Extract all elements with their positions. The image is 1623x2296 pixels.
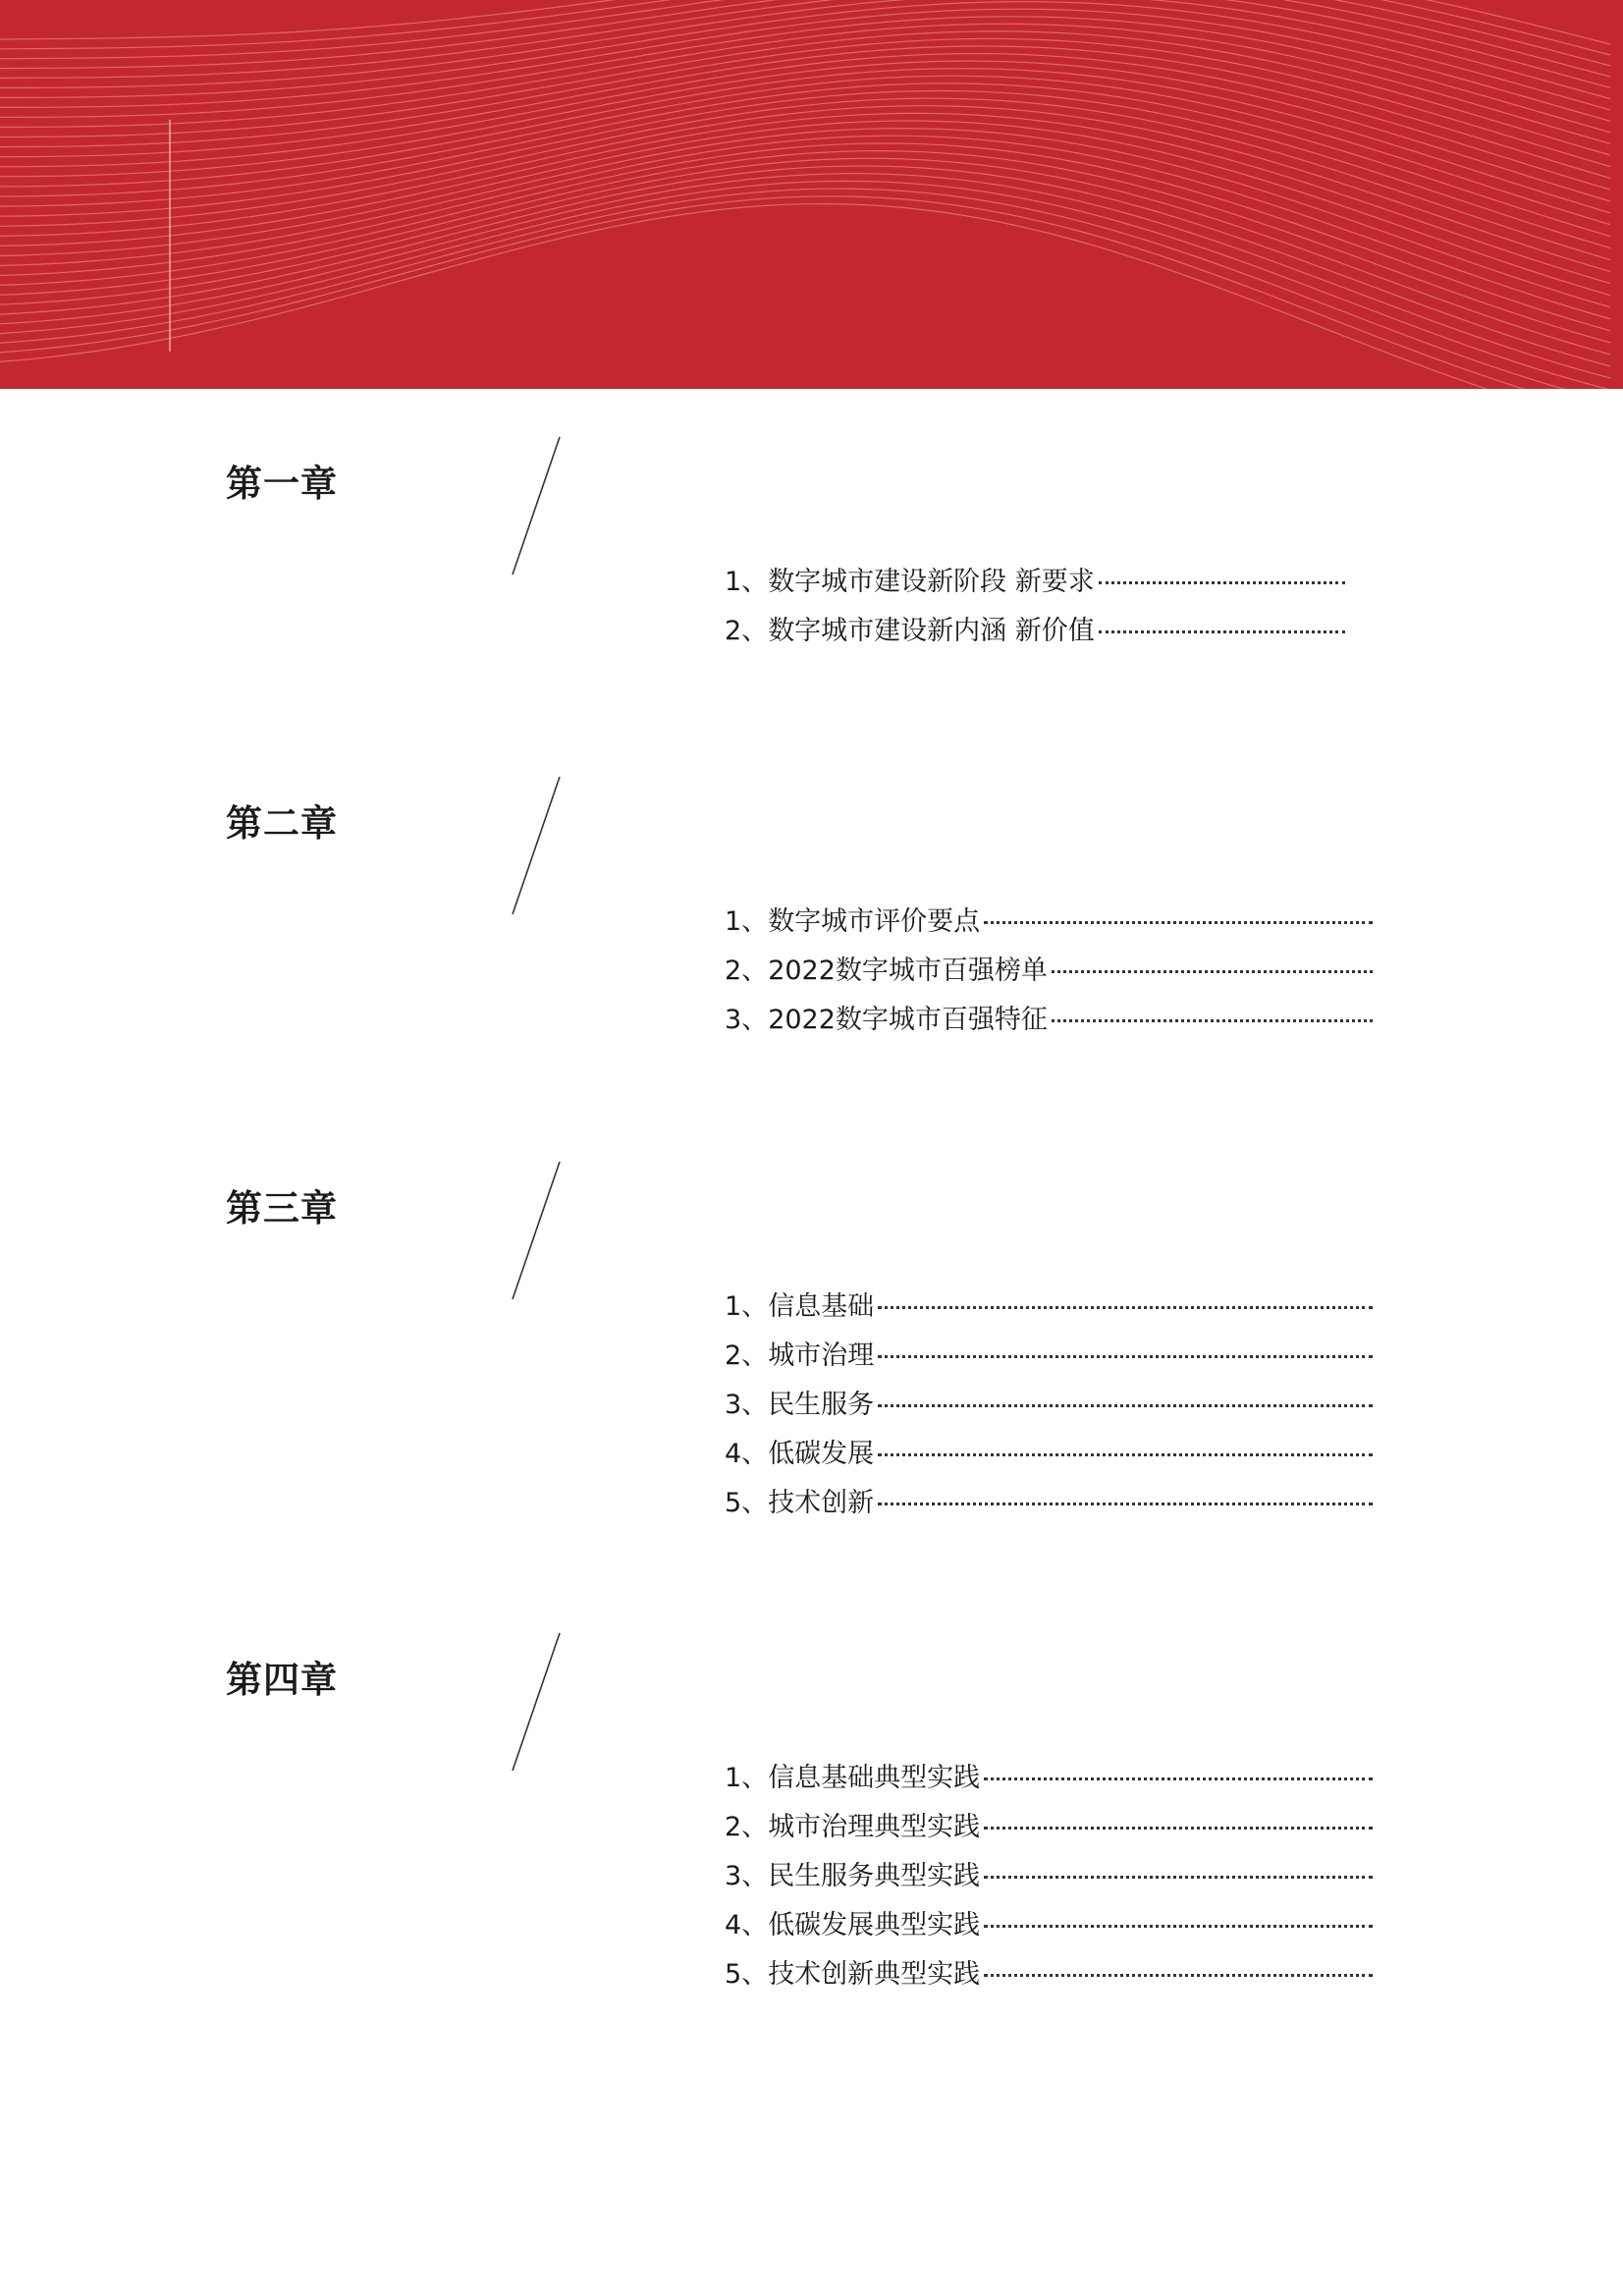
toc-item-title: 低碳发展 <box>768 1439 875 1469</box>
toc-item-title: 城市治理 <box>768 1340 875 1371</box>
toc-item-title: 民生服务 <box>768 1390 875 1420</box>
chapter-title: 第一章 <box>226 463 338 505</box>
toc-item-number: 4、 <box>725 1439 769 1469</box>
toc-item[interactable] <box>725 900 1373 949</box>
toc-item[interactable] <box>725 1952 1373 2001</box>
dot-leader <box>878 1404 1373 1407</box>
toc-item[interactable] <box>725 1481 1373 1530</box>
chapter-title: 第三章 <box>226 1187 338 1230</box>
toc-item-title: 数字城市建设新阶段 新要求 <box>768 567 1095 597</box>
chapter-divider-slash <box>511 436 562 575</box>
toc-item-title: 技术创新典型实践 <box>768 1959 981 1990</box>
toc-item[interactable] <box>725 1805 1373 1854</box>
toc-item-number: 4、 <box>725 1910 769 1941</box>
toc-item-number: 1、 <box>725 906 769 937</box>
dot-leader <box>984 1876 1373 1879</box>
toc-item-number: 3、 <box>725 1861 769 1891</box>
toc-item[interactable] <box>725 560 1373 609</box>
toc-item-title: 数字城市建设新内涵 新价值 <box>768 616 1095 646</box>
dot-leader <box>878 1503 1373 1505</box>
toc-item-title: 信息基础 <box>768 1291 875 1322</box>
toc-item-title: 民生服务典型实践 <box>768 1861 981 1891</box>
toc-item[interactable] <box>725 998 1373 1047</box>
toc-item-number: 5、 <box>725 1959 769 1990</box>
dot-leader <box>984 1925 1373 1928</box>
toc-item-number: 1、 <box>725 1291 769 1322</box>
toc-list <box>725 900 1373 1047</box>
toc-item[interactable] <box>725 1854 1373 1903</box>
header-banner <box>0 0 1623 389</box>
chapter-divider-slash <box>511 1632 562 1772</box>
toc-item-number: 1、 <box>725 567 769 597</box>
dot-leader <box>984 1974 1373 1977</box>
dot-leader <box>878 1355 1373 1358</box>
toc-item-title: 技术创新 <box>768 1488 875 1518</box>
dot-leader <box>878 1306 1373 1309</box>
toc-item-title: 2022数字城市百强榜单 <box>768 956 1048 986</box>
dot-leader <box>984 1777 1373 1780</box>
toc-item-number: 5、 <box>725 1488 769 1518</box>
toc-item-title: 信息基础典型实践 <box>768 1763 981 1793</box>
dot-leader <box>1099 630 1345 633</box>
toc-item-title: 城市治理典型实践 <box>768 1812 981 1842</box>
toc-item-number: 2、 <box>725 616 769 646</box>
toc-item[interactable] <box>725 949 1373 998</box>
dot-leader <box>878 1453 1373 1456</box>
dot-leader <box>1052 1019 1373 1022</box>
chapter-title: 第四章 <box>226 1659 338 1701</box>
toc-list <box>725 1285 1373 1530</box>
dot-leader <box>984 1827 1373 1830</box>
chapter-divider-slash <box>511 776 562 915</box>
dot-leader <box>1052 970 1373 973</box>
toc-item-number: 3、 <box>725 1005 769 1035</box>
toc-item-number: 2、 <box>725 1812 769 1842</box>
toc-item[interactable] <box>725 1285 1373 1334</box>
dot-leader <box>984 921 1373 924</box>
wave-lines-graphic <box>0 0 1623 389</box>
toc-item-title: 低碳发展典型实践 <box>768 1910 981 1941</box>
chapter-title: 第二章 <box>226 802 338 845</box>
toc-item-number: 2、 <box>725 1340 769 1371</box>
toc-item[interactable] <box>725 1334 1373 1383</box>
toc-item[interactable] <box>725 609 1373 658</box>
chapter-divider-slash <box>511 1161 562 1300</box>
toc-item[interactable] <box>725 1432 1373 1481</box>
toc-item-number: 3、 <box>725 1390 769 1420</box>
toc-item[interactable] <box>725 1383 1373 1432</box>
toc-list <box>725 560 1373 658</box>
toc-item[interactable] <box>725 1756 1373 1805</box>
toc-item-number: 1、 <box>725 1763 769 1793</box>
toc-item-title: 数字城市评价要点 <box>768 906 981 937</box>
toc-list <box>725 1756 1373 2001</box>
toc-item[interactable] <box>725 1903 1373 1952</box>
toc-item-number: 2、 <box>725 956 769 986</box>
toc-item-title: 2022数字城市百强特征 <box>768 1005 1048 1035</box>
banner-background <box>0 0 1623 389</box>
dot-leader <box>1099 581 1345 584</box>
